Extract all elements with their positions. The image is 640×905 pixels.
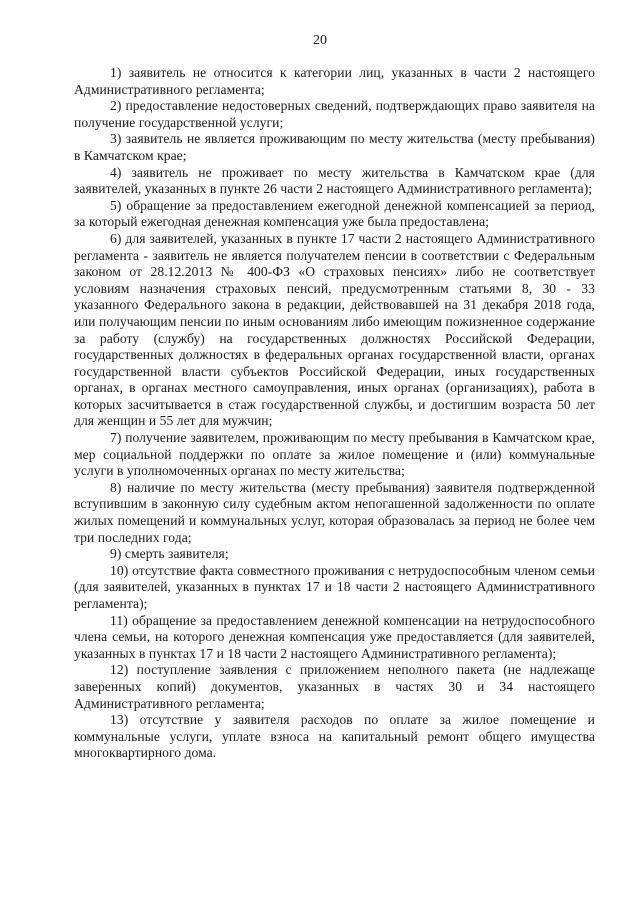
list-item: 3) заявитель не является проживающим по месту жительства (месту пребывания) в Камчатском крае; <box>74 131 595 163</box>
list-item: 11) обращение за предоставлением денежной компенсации на нетрудоспособного члена семьи, на которого денежная компенсация уже предоставляется (для заявителей, указанных в пунктах 17 и 18 части 2 настоящего Административного регламента); <box>74 612 595 661</box>
list-item: 4) заявитель не проживает по месту жительства в Камчатском крае (для заявителей, указанных в пункте 26 части 2 настоящего Административного регламента); <box>74 164 595 197</box>
list-item: 12) поступление заявления с приложением неполного пакета (не надлежаще заверенных копий) документов, указанных в частях 30 и 34 настоящего Административного регламента; <box>74 662 595 711</box>
list-item: 9) смерть заявителя; <box>110 546 229 562</box>
list-item: 2) предоставление недостоверных сведений, подтверждающих право заявителя на получение государственной услуги; <box>74 98 595 130</box>
list-item: 10) отсутствие факта совместного проживания с нетрудоспособным членом семьи (для заявителей, указанных в пунктах 17 и 18 части 2 настоящего Административного регламента); <box>74 562 595 611</box>
document-body <box>74 65 595 762</box>
list-item: 6) для заявителей, указанных в пункте 17 части 2 настоящего Административного регламента - заявитель не является получателем пенсии в соответствии с Федеральным законом от 28.12.2013 № 400-ФЗ «О страховых пенсиях» либо не соответствует условиям назначения страховых пенсий, предусмотренным статьями 8, 30 - 33 указанного Федерального закона в редакции, действовавшей на 31 декабря 2018 года, или получающим пенсии по иным основаниям либо имеющим пожизненное содержание за работу (службу) на государственных должностях Российской Федерации, государственных должностях в федеральных органах государственной власти, органах государственной власти субъектов Российской Федерации, иных государственных органах, в органах местного самоуправления, иных органах (организациях), работа в которых засчитывается в стаж государственной службы, и достигшим возраста 50 лет для женщин и 55 лет для мужчин; <box>74 230 595 429</box>
list-item: 1) заявитель не относится к категории лиц, указанных в части 2 настоящего Административного регламента; <box>74 65 595 97</box>
list-item: 8) наличие по месту жительства (месту пребывания) заявителя подтвержденной вступившим в законную силу судебным актом непогашенной задолженности по оплате жилых помещений и коммунальных услуг, которая образовалась за период не более чем три последних года; <box>74 479 595 545</box>
list-item: 13) отсутствие у заявителя расходов по оплате за жилое помещение и коммунальные услуги, уплате взноса на капитальный ремонт общего имущества многоквартирного дома. <box>74 712 595 761</box>
page-number: 20 <box>313 33 327 48</box>
list-item: 7) получение заявителем, проживающим по месту пребывания в Камчатском крае, мер социальной поддержки по оплате за жилое помещение и (или) коммунальные услуги в уполномоченных органах по месту жительства; <box>74 430 595 479</box>
list-item: 5) обращение за предоставлением ежегодной денежной компенсацией за период, за который ежегодная денежная компенсация уже была предоставлена; <box>74 197 595 230</box>
